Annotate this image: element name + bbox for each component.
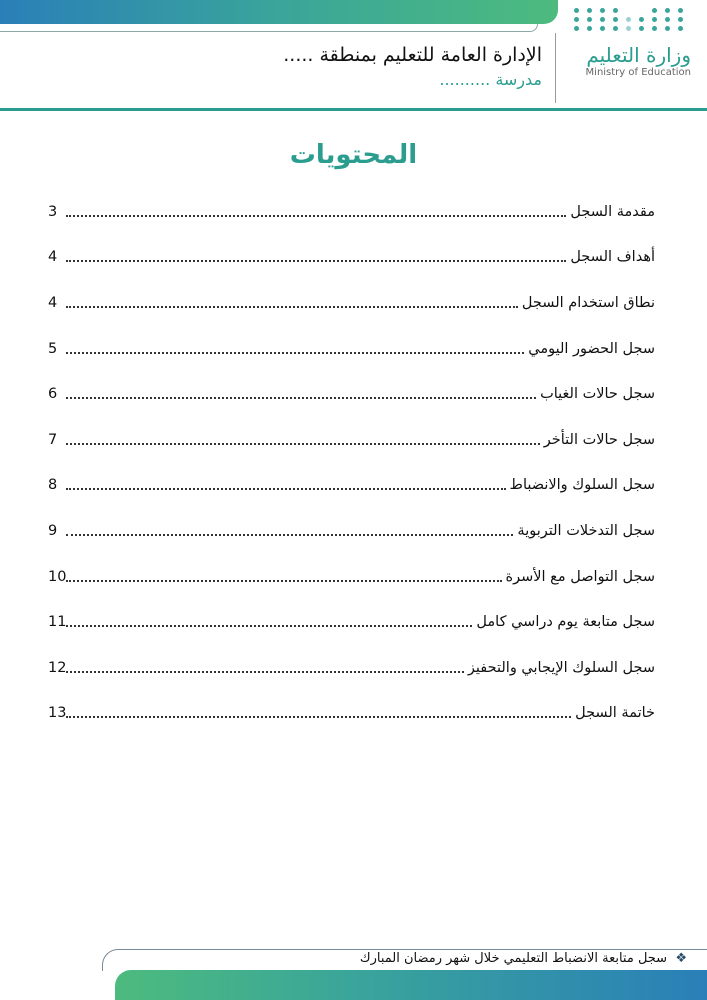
toc-entry[interactable] (48, 371, 655, 417)
header-rule (0, 108, 707, 111)
logo-dot (639, 26, 644, 31)
toc-entry-label: سجل متابعة يوم دراسي كامل (476, 614, 655, 631)
logo-dot (678, 17, 683, 22)
toc-entry[interactable] (48, 463, 655, 509)
toc-entry[interactable] (48, 326, 655, 372)
logo-dot (600, 17, 605, 22)
table-of-contents (48, 189, 655, 736)
toc-leader-dots (66, 534, 513, 536)
toc-entry-label: سجل الحضور اليومي (528, 340, 655, 357)
toc-leader-dots (66, 488, 506, 490)
footer-gradient-bar (115, 970, 707, 1000)
toc-entry[interactable] (48, 508, 655, 554)
toc-entry-label: سجل حالات التأخر (543, 431, 655, 448)
bullet-icon: ❖ (675, 951, 687, 966)
logo-dot (600, 8, 605, 13)
logo-dot (639, 17, 644, 22)
logo-dot (600, 26, 605, 31)
toc-page-number: 8 (48, 477, 58, 494)
toc-leader-dots (66, 671, 464, 673)
toc-page-number: 6 (48, 386, 58, 403)
logo-dots-icon (574, 8, 691, 31)
toc-entry[interactable] (48, 599, 655, 645)
toc-page-number: 13 (48, 705, 67, 722)
header-decor-line (0, 24, 538, 32)
toc-entry[interactable] (48, 189, 655, 235)
footer-caption: سجل متابعة الانضباط التعليمي خلال شهر رمضان المبارك (359, 951, 668, 966)
toc-page-number: 3 (48, 203, 58, 220)
toc-leader-dots (66, 260, 566, 262)
logo-dot (678, 8, 683, 13)
school-name: مدرسة .......... (439, 70, 542, 89)
toc-page-number: 7 (48, 431, 58, 448)
logo-dot (665, 17, 670, 22)
logo-dot (652, 17, 657, 22)
toc-entry[interactable] (48, 645, 655, 691)
toc-entry-label: سجل السلوك الإيجابي والتحفيز (467, 659, 655, 676)
toc-entry-label: مقدمة السجل (570, 203, 655, 220)
logo-dot (652, 26, 657, 31)
logo-english: Ministry of Education (585, 67, 691, 78)
toc-entry[interactable] (48, 554, 655, 600)
logo-dot (613, 8, 618, 13)
page-title: المحتويات (289, 140, 418, 170)
logo-dot (574, 8, 579, 13)
header-gradient-bar (0, 0, 558, 24)
footer-text (360, 951, 687, 966)
logo-dot (613, 17, 618, 22)
toc-page-number: 9 (48, 522, 58, 539)
logo-dot (665, 8, 670, 13)
toc-entry[interactable] (48, 691, 655, 737)
toc-page-number: 5 (48, 340, 58, 357)
logo-dot (652, 8, 657, 13)
logo-dot (587, 26, 592, 31)
toc-page-number: 10 (48, 568, 67, 585)
toc-leader-dots (66, 625, 472, 627)
logo-dot (574, 17, 579, 22)
toc-entry[interactable] (48, 280, 655, 326)
toc-page-number: 4 (48, 249, 58, 266)
toc-entry-label: سجل السلوك والانضباط (509, 477, 655, 494)
toc-leader-dots (66, 215, 566, 217)
toc-leader-dots (66, 443, 540, 445)
logo-dot (587, 17, 592, 22)
toc-leader-dots (66, 716, 571, 718)
ministry-logo (566, 8, 691, 103)
toc-leader-dots (66, 306, 518, 308)
logo-dot (587, 8, 592, 13)
toc-entry-label: نطاق استخدام السجل (521, 294, 655, 311)
toc-entry-label: سجل حالات الغياب (540, 386, 655, 403)
toc-entry[interactable] (48, 235, 655, 281)
logo-arabic: وزارة التعليم (586, 43, 691, 67)
toc-entry-label: أهداف السجل (570, 249, 655, 266)
logo-dot (626, 26, 631, 31)
logo-dot (574, 26, 579, 31)
toc-entry[interactable] (48, 417, 655, 463)
header-divider (555, 33, 556, 103)
toc-leader-dots (66, 580, 502, 582)
toc-page-number: 11 (48, 614, 67, 631)
toc-entry-label: خاتمة السجل (575, 705, 655, 722)
toc-entry-label: سجل التواصل مع الأسرة (505, 568, 655, 585)
directorate-name: الإدارة العامة للتعليم بمنطقة ..... (283, 44, 542, 66)
toc-entry-label: سجل التدخلات التربوية (517, 522, 655, 539)
logo-dot (613, 26, 618, 31)
toc-leader-dots (66, 352, 524, 354)
logo-dot (678, 26, 683, 31)
logo-dot (626, 17, 631, 22)
toc-page-number: 12 (48, 659, 67, 676)
toc-page-number: 4 (48, 294, 58, 311)
toc-leader-dots (66, 397, 536, 399)
logo-dot (665, 26, 670, 31)
